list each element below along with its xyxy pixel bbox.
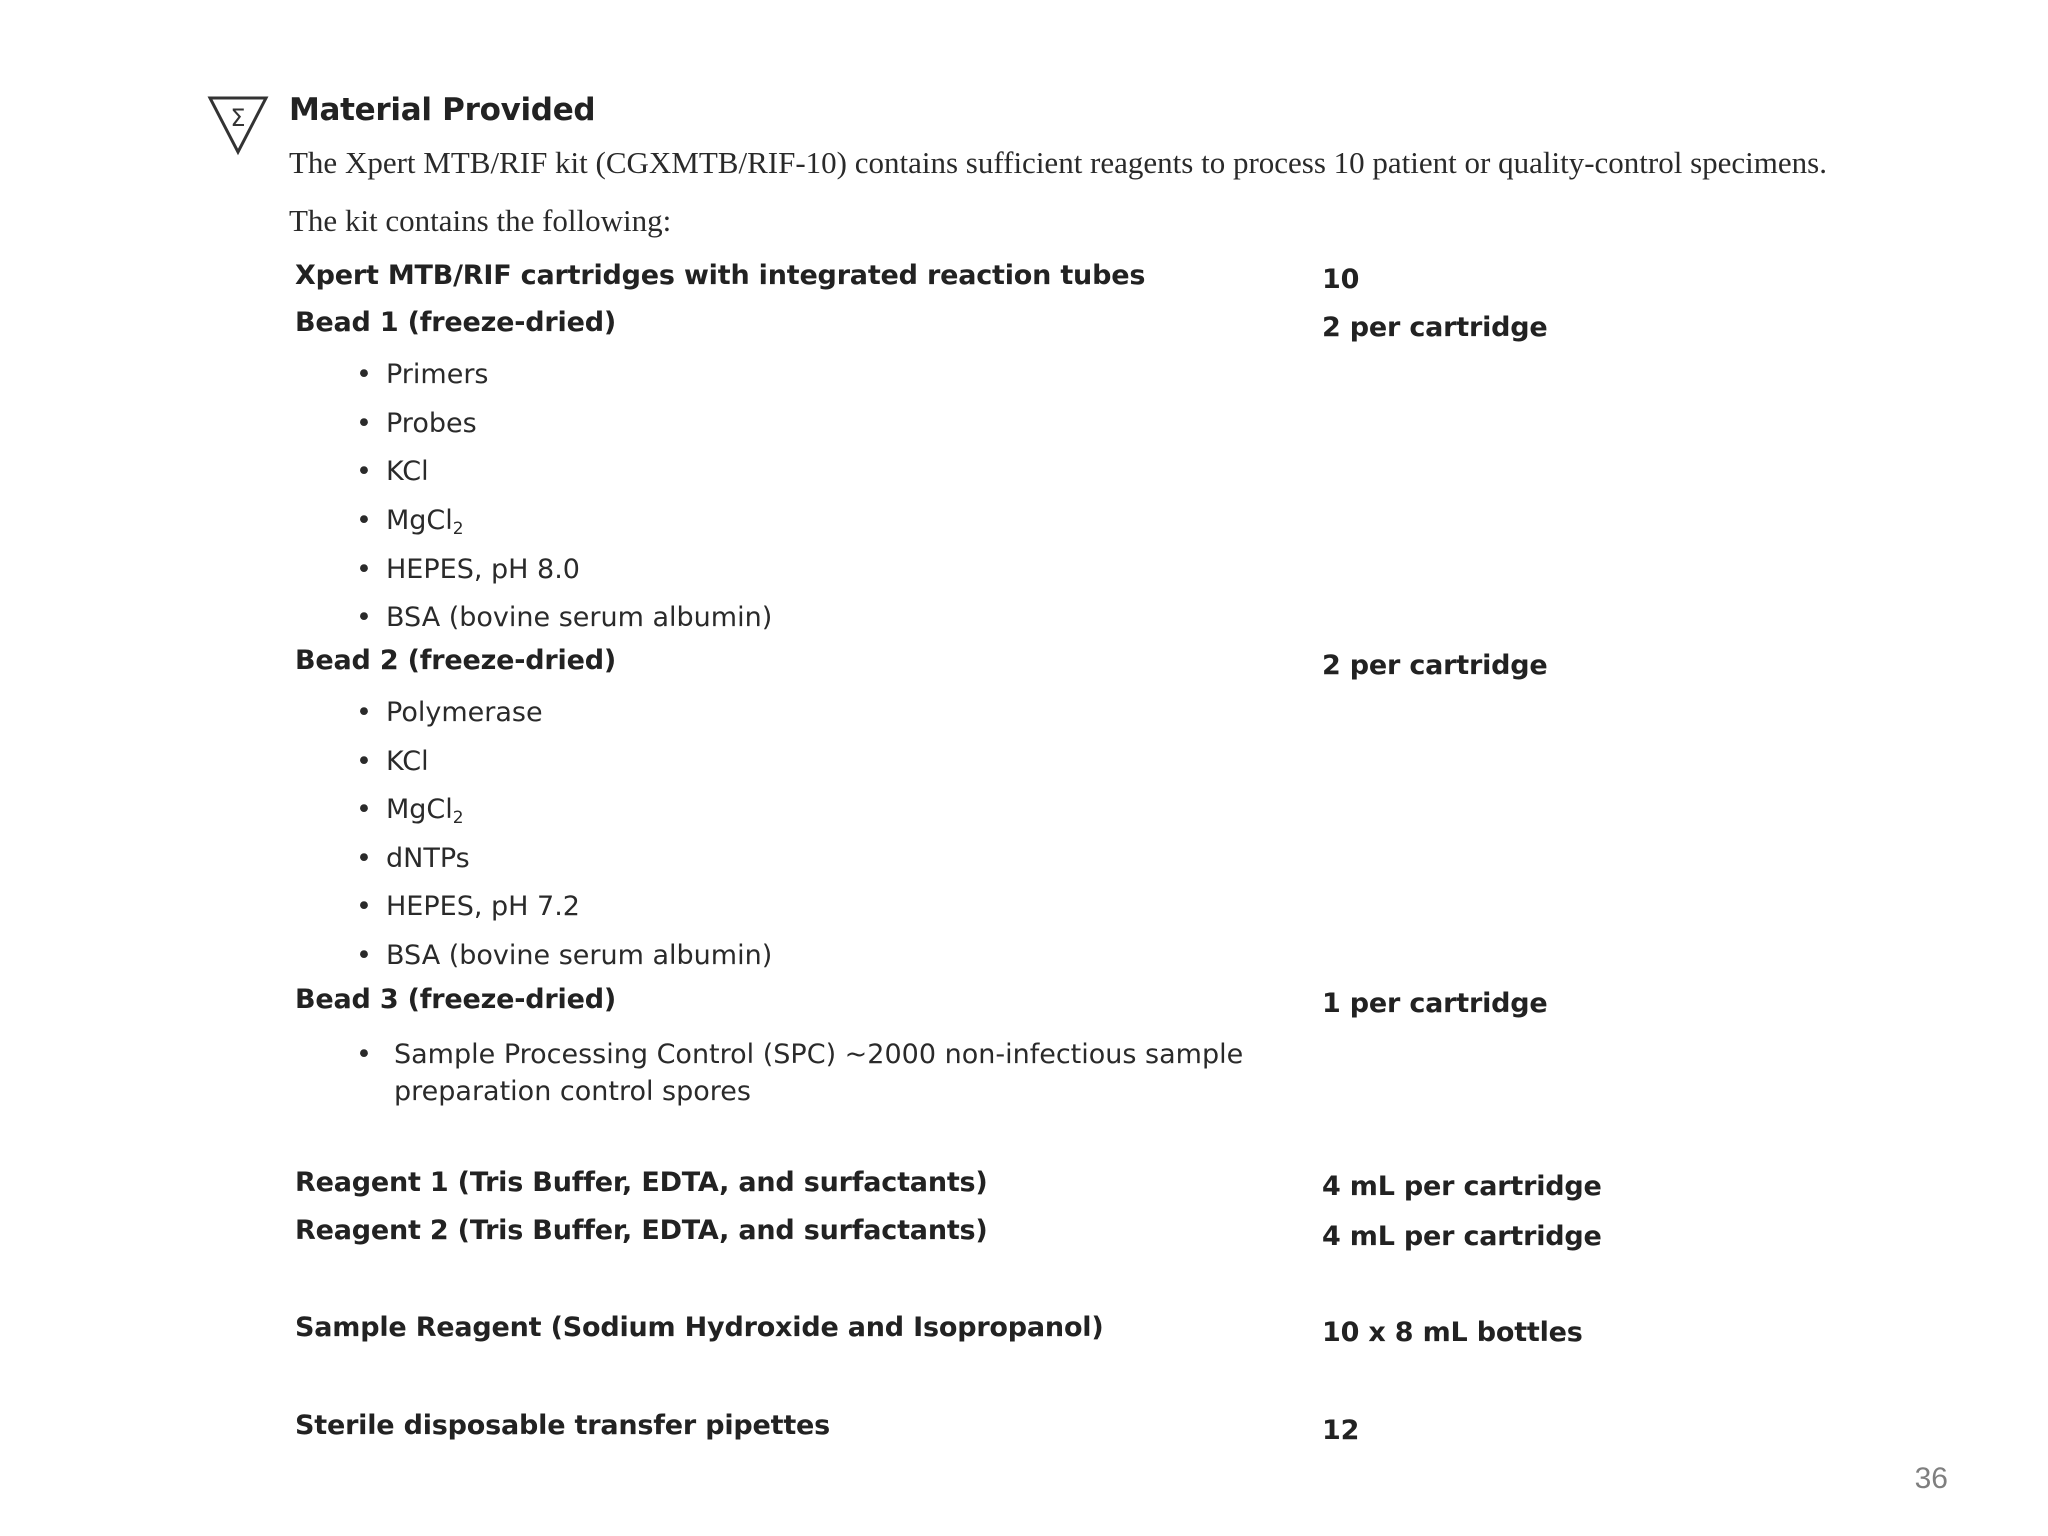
svg-text:Σ: Σ [230, 104, 246, 132]
item-label-pipettes: Sterile disposable transfer pipettes [295, 1410, 831, 1441]
item-qty-bead1: 2 per cartridge [1322, 312, 1548, 343]
sigma-triangle-icon [206, 92, 270, 156]
list-item: • KCl [356, 746, 429, 777]
item-qty-cartridges: 10 [1322, 264, 1360, 295]
intro-list-lead: The kit contains the following: [289, 203, 672, 238]
item-qty-reagent2: 4 mL per cartridge [1322, 1221, 1602, 1252]
list-item: • HEPES, pH 7.2 [356, 891, 580, 922]
list-item: • MgCl$_2$ [356, 505, 464, 539]
item-label-reagent1: Reagent 1 (Tris Buffer, EDTA, and surfactants) [295, 1167, 988, 1198]
item-qty-pipettes: 12 [1322, 1415, 1360, 1446]
intro-sentence: The Xpert MTB/RIF kit (CGXMTB/RIF-10) contains sufficient reagents to process 10 patient or quality-control specimens. [289, 145, 1827, 180]
item-label-reagent2: Reagent 2 (Tris Buffer, EDTA, and surfactants) [295, 1215, 988, 1246]
list-item: • Polymerase [356, 697, 543, 728]
item-qty-sample-reagent: 10 x 8 mL bottles [1322, 1317, 1583, 1348]
item-label-bead3: Bead 3 (freeze-dried) [295, 984, 616, 1015]
item-qty-reagent1: 4 mL per cartridge [1322, 1171, 1602, 1202]
list-item: • Sample Processing Control (SPC) ~2000 non-infectious sample preparation control spores [356, 1039, 1244, 1107]
item-label-bead1: Bead 1 (freeze-dried) [295, 307, 616, 338]
section-heading: Material Provided [289, 92, 596, 128]
list-item: • BSA (bovine serum albumin) [356, 602, 773, 633]
item-qty-bead2: 2 per cartridge [1322, 650, 1548, 681]
list-item: • dNTPs [356, 843, 470, 874]
list-item: • Probes [356, 408, 477, 439]
item-label-sample-reagent: Sample Reagent (Sodium Hydroxide and Isopropanol) [295, 1312, 1104, 1343]
item-label-cartridges: Xpert MTB/RIF cartridges with integrated reaction tubes [295, 260, 1146, 291]
item-qty-bead3: 1 per cartridge [1322, 988, 1548, 1019]
list-item: • HEPES, pH 8.0 [356, 554, 580, 585]
list-item: • KCl [356, 456, 429, 487]
list-item: • Primers [356, 359, 489, 390]
item-label-bead2: Bead 2 (freeze-dried) [295, 645, 616, 676]
list-item: • BSA (bovine serum albumin) [356, 940, 773, 971]
page-number: 36 [1914, 1462, 1948, 1495]
list-item: • MgCl$_2$ [356, 794, 464, 828]
